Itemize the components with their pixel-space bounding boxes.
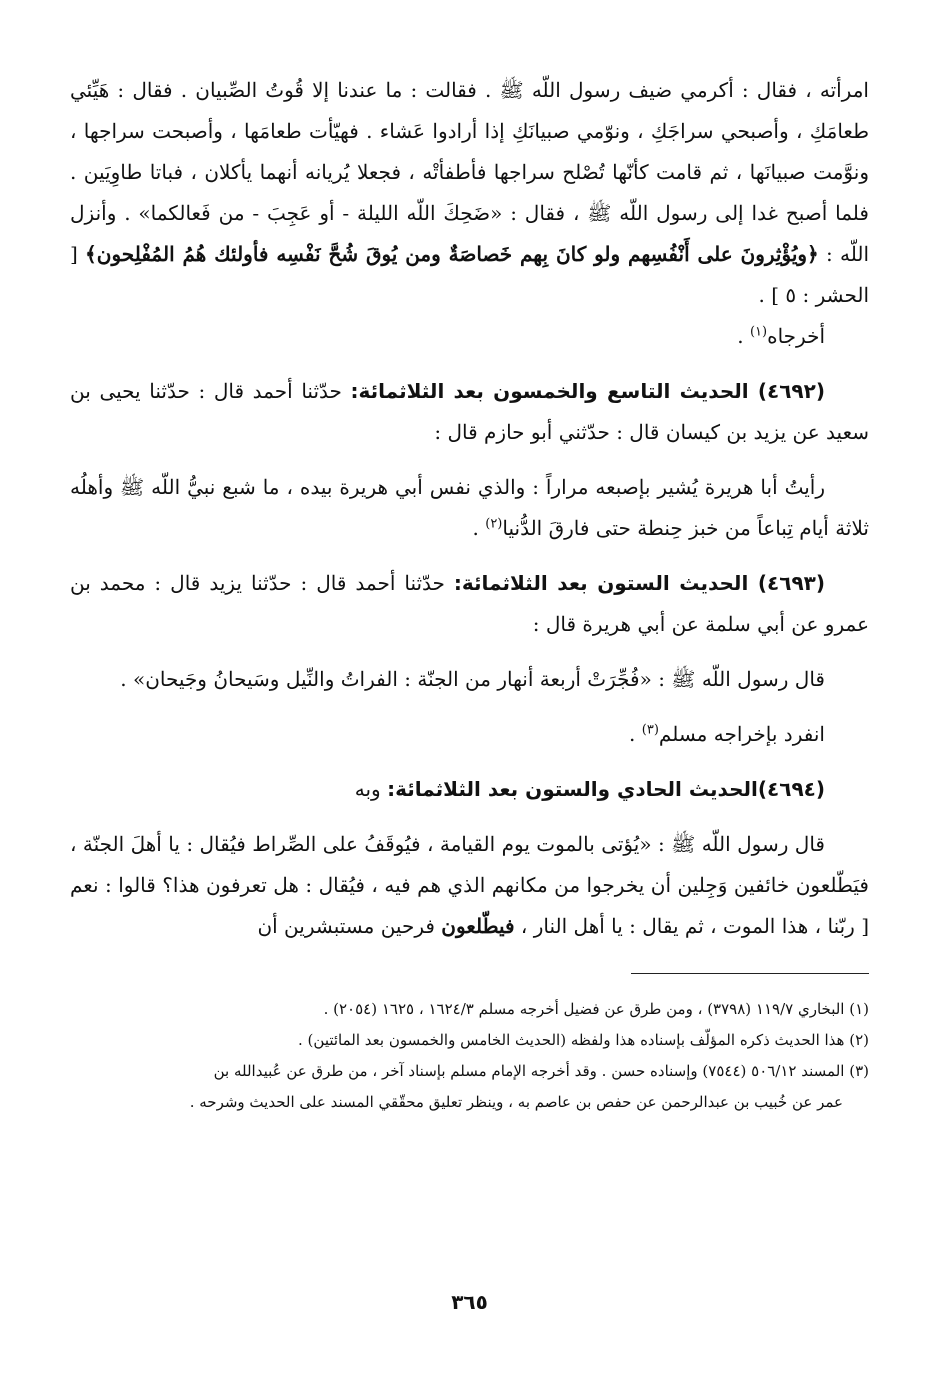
footnote-1: (١) البخاري ١١٩/٧ (٣٧٩٨) ، ومن طرق عن فضيل أخرجه مسلم ١٦٢٤/٣ ، ١٦٢٥ (٢٠٥٤) . xyxy=(323,1000,869,1018)
takhrij-end: . xyxy=(737,324,750,348)
takhrij-note xyxy=(70,316,869,357)
hadith-4693-note xyxy=(70,714,869,755)
hadith-4692-isnad-text: حدّثنا أحمد قال : حدّثنا يحيى بن سعيد عن يزيد بن كيسان قال : حدّثني أبو حازم قال : xyxy=(70,379,869,444)
hadith-4693-isnad xyxy=(70,563,869,645)
footnote-3-line-2: عمر عن خُبيب بن عبدالرحمن عن حفص بن عاصم به ، وينظر تعليق محقّقي المسند على الحديث وشرحه . xyxy=(189,1093,843,1111)
footnote-divider xyxy=(631,973,869,974)
hadith-4692-matn-text: رأيتُ أبا هريرة يُشير بإصبعه مراراً : والذي نفس أبي هريرة بيده ، ما شبع نبيُّ اللّه ﷺ وأهلُه ثلاثة أيام تِباعاً من خبز حِنطة حتى فارقَ الدُّنيا xyxy=(70,475,869,540)
hadith-4694-isnad-text: وبه xyxy=(354,777,388,801)
hadith-4692-end: . xyxy=(472,516,486,540)
hadith-4692-heading: (٤٦٩٢) الحديث التاسع والخمسون بعد الثلاثمائة: xyxy=(350,379,825,403)
hadith-4694-isnad xyxy=(70,769,869,810)
hadith-4694-matn-bold: فيطّلعون xyxy=(441,914,515,938)
top-paragraph xyxy=(70,70,869,316)
page-number: ٣٦٥ xyxy=(451,1290,488,1314)
footnotes xyxy=(70,994,869,1118)
hadith-4694-heading: (٤٦٩٤)الحديث الحادي والستون بعد الثلاثمائة: xyxy=(387,777,825,801)
top-paragraph-text: امرأته ، فقال : أكرمي ضيف رسول اللّه ﷺ . فقالت : ما عندنا إلا قُوتُ الصِّبيان . فقال : هَيِّئي طعامَكِ ، وأصبحي سراجَكِ ، ونوّمي صبيانَكِ إذا أرادوا عَشاء . فهيّأت طعامَها ، وأصبحت سراجها ، ونوَّمت صبيانَها ، ثم قامت كأنّها تُصْلح سراجها فأطفأتْه ، فجعلا يُريانه أنهما يأكلان ، فباتا طاوِيَين . فلما أصبح غدا إلى رسول اللّه ﷺ ، فقال : «ضَحِكَ اللّه الليلة - أو عَجِبَ - من فَعالكما» . وأنزل اللّه : xyxy=(70,78,869,266)
hadith-4694-matn-text-2: فرحين مستبشرين أن xyxy=(257,914,442,938)
hadith-4692-isnad xyxy=(70,371,869,453)
hadith-4694-matn xyxy=(70,824,869,947)
takhrij-text: أخرجاه xyxy=(767,324,825,348)
quran-verse: ﴿ويُؤْثِرونَ على أَنْفُسِهم ولو كانَ بِهم خَصاصَةٌ ومن يُوقَ شُحَّ نَفْسِه فأولئك هُمُ المُفْلِحون﴾ xyxy=(85,242,819,266)
footnote-ref-3: (٣) xyxy=(641,722,659,738)
page-body xyxy=(70,70,869,1118)
hadith-4694-matn-text-1: قال رسول اللّه ﷺ : «يُؤتى بالموت يوم القيامة ، فيُوقَفُ على الصِّراط فيُقال : يا أهلَ الجنّة ، فيَطّلعون خائفين وَجِلين أن يخرجوا من مكانهم الذي هم فيه ، فيُقال : هل تعرفون هذا؟ قالوا : نعم [ ربّنا ، هذا الموت ، ثم يقال : يا أهل النار ، xyxy=(70,832,869,938)
hadith-4693-matn: قال رسول اللّه ﷺ : «فُجِّرَتْ أربعة أنهار من الجنّة : الفراتُ والنِّيل وسَيحانُ وجَيحان» . xyxy=(120,667,825,691)
footnote-ref-1: (١) xyxy=(749,324,768,340)
hadith-4693-isnad-text: حدّثنا أحمد قال : حدّثنا يزيد قال : محمد بن عمرو عن أبي سلمة عن أبي هريرة قال : xyxy=(70,571,869,636)
footnote-3-line-1: (٣) المسند ٥٠٦/١٢ (٧٥٤٤) وإسناده حسن . وقد أخرجه الإمام مسلم بإسناد آخر ، من طرق عن عُبيدالله بن xyxy=(213,1062,869,1080)
hadith-4692-matn xyxy=(70,467,869,549)
quran-reference: [ الحشر : ٥ ] . xyxy=(70,242,869,307)
hadith-4693-heading: (٤٦٩٣) الحديث الستون بعد الثلاثمائة: xyxy=(453,571,825,595)
footnote-2: (٢) هذا الحديث ذكره المؤلّف بإسناده هذا ولفظه (الحديث الخامس والخمسون بعد المائتين) . xyxy=(298,1031,869,1049)
hadith-4693-note-text: انفرد بإخراجه مسلم xyxy=(658,722,825,746)
footnote-ref-2: (٢) xyxy=(485,516,503,532)
hadith-4693-end: . xyxy=(629,722,642,746)
